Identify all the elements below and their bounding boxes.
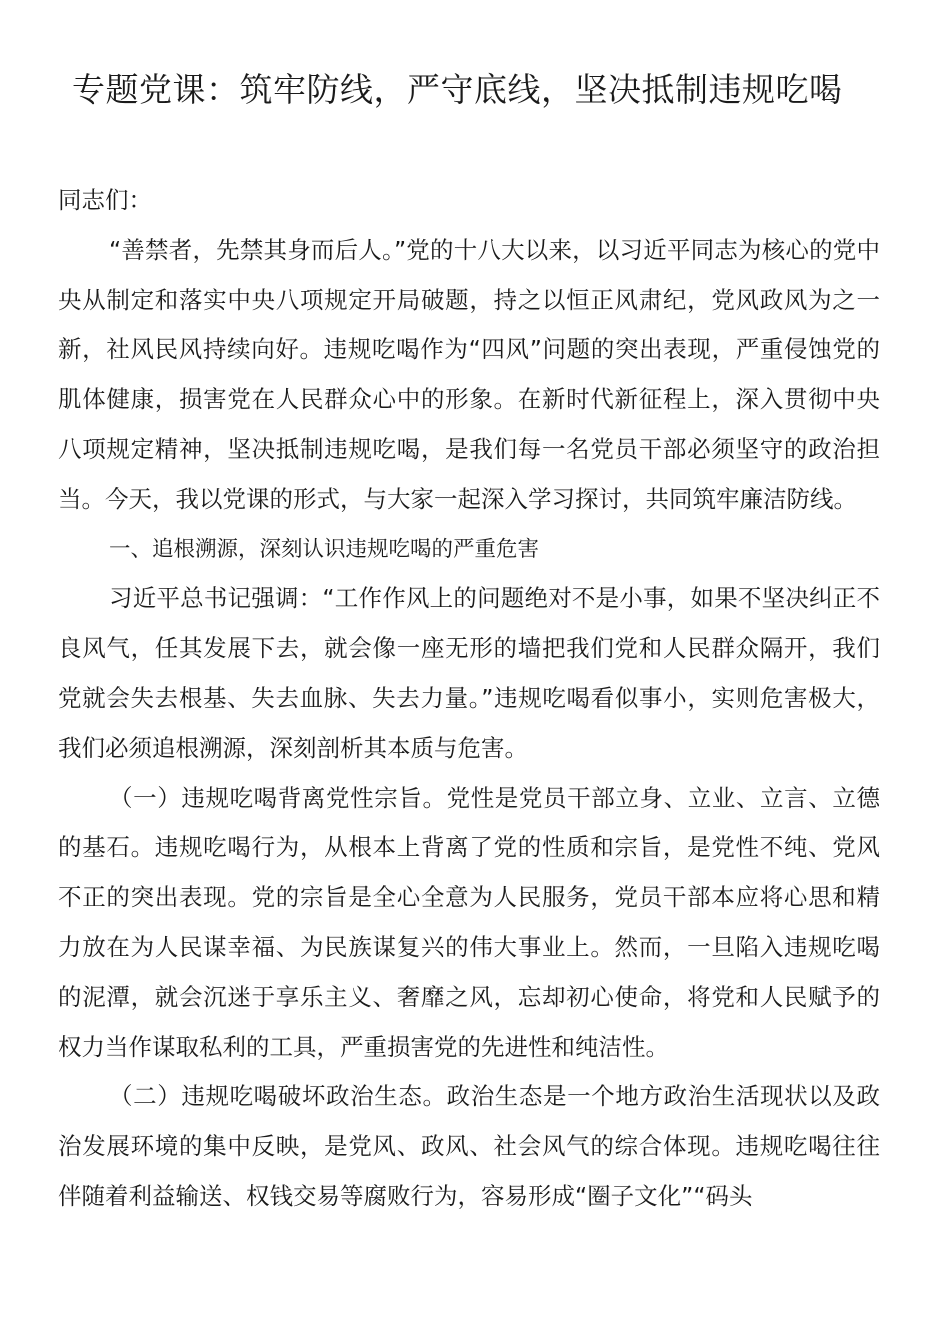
salutation: 同志们： <box>58 186 152 214</box>
intro-paragraph: “善禁者，先禁其身而后人。”党的十八大以来，以习近平同志为核心的党中央从制定和落实中央八项规定开局破题，持之以恒正风肃纪，党风政风为之一新，社风民风持续向好。违规吃喝作为“四风”问题的突出表现，严重侵蚀党的肌体健康，损害党在人民群众心中的形象。在新时代新征程上，深入贯彻中央八项规定精神，坚决抵制违规吃喝，是我们每一名党员干部必须坚守的政治担当。今天，我以党课的形式，与大家一起深入学习探讨，共同筑牢廉洁防线。 <box>58 235 880 513</box>
body-paragraph-quote: 习近平总书记强调：“工作作风上的问题绝对不是小事，如果不坚决纠正不良风气，任其发展下去，就会像一座无形的墙把我们党和人民群众隔开，我们党就会失去根基、失去血脉、失去力量。”违规吃喝看似事小，实则危害极大，我们必须追根溯源，深刻剖析其本质与危害。 <box>58 584 880 762</box>
body-paragraph-sub-2: （二）违规吃喝破坏政治生态。政治生态是一个地方政治生活现状以及政治发展环境的集中反映，是党风、政风、社会风气的综合体现。违规吃喝往往伴随着利益输送、权钱交易等腐败行为，容易形成“圈子文化”“码头 <box>58 1082 880 1210</box>
section-heading-1: 一、追根溯源，深刻认识违规吃喝的严重危害 <box>109 536 540 562</box>
document-title: 专题党课：筑牢防线，严守底线，坚决抵制违规吃喝 <box>72 70 843 109</box>
body-paragraph-sub-1: （一）违规吃喝背离党性宗旨。党性是党员干部立身、立业、立言、立德的基石。违规吃喝行为，从根本上背离了党的性质和宗旨，是党性不纯、党风不正的突出表现。党的宗旨是全心全意为人民服务，党员干部本应将心思和精力放在为人民谋幸福、为民族谋复兴的伟大事业上。然而，一旦陷入违规吃喝的泥潭，就会沉迷于享乐主义、奢靡之风，忘却初心使命，将党和人民赋予的权力当作谋取私利的工具，严重损害党的先进性和纯洁性。 <box>58 783 880 1061</box>
